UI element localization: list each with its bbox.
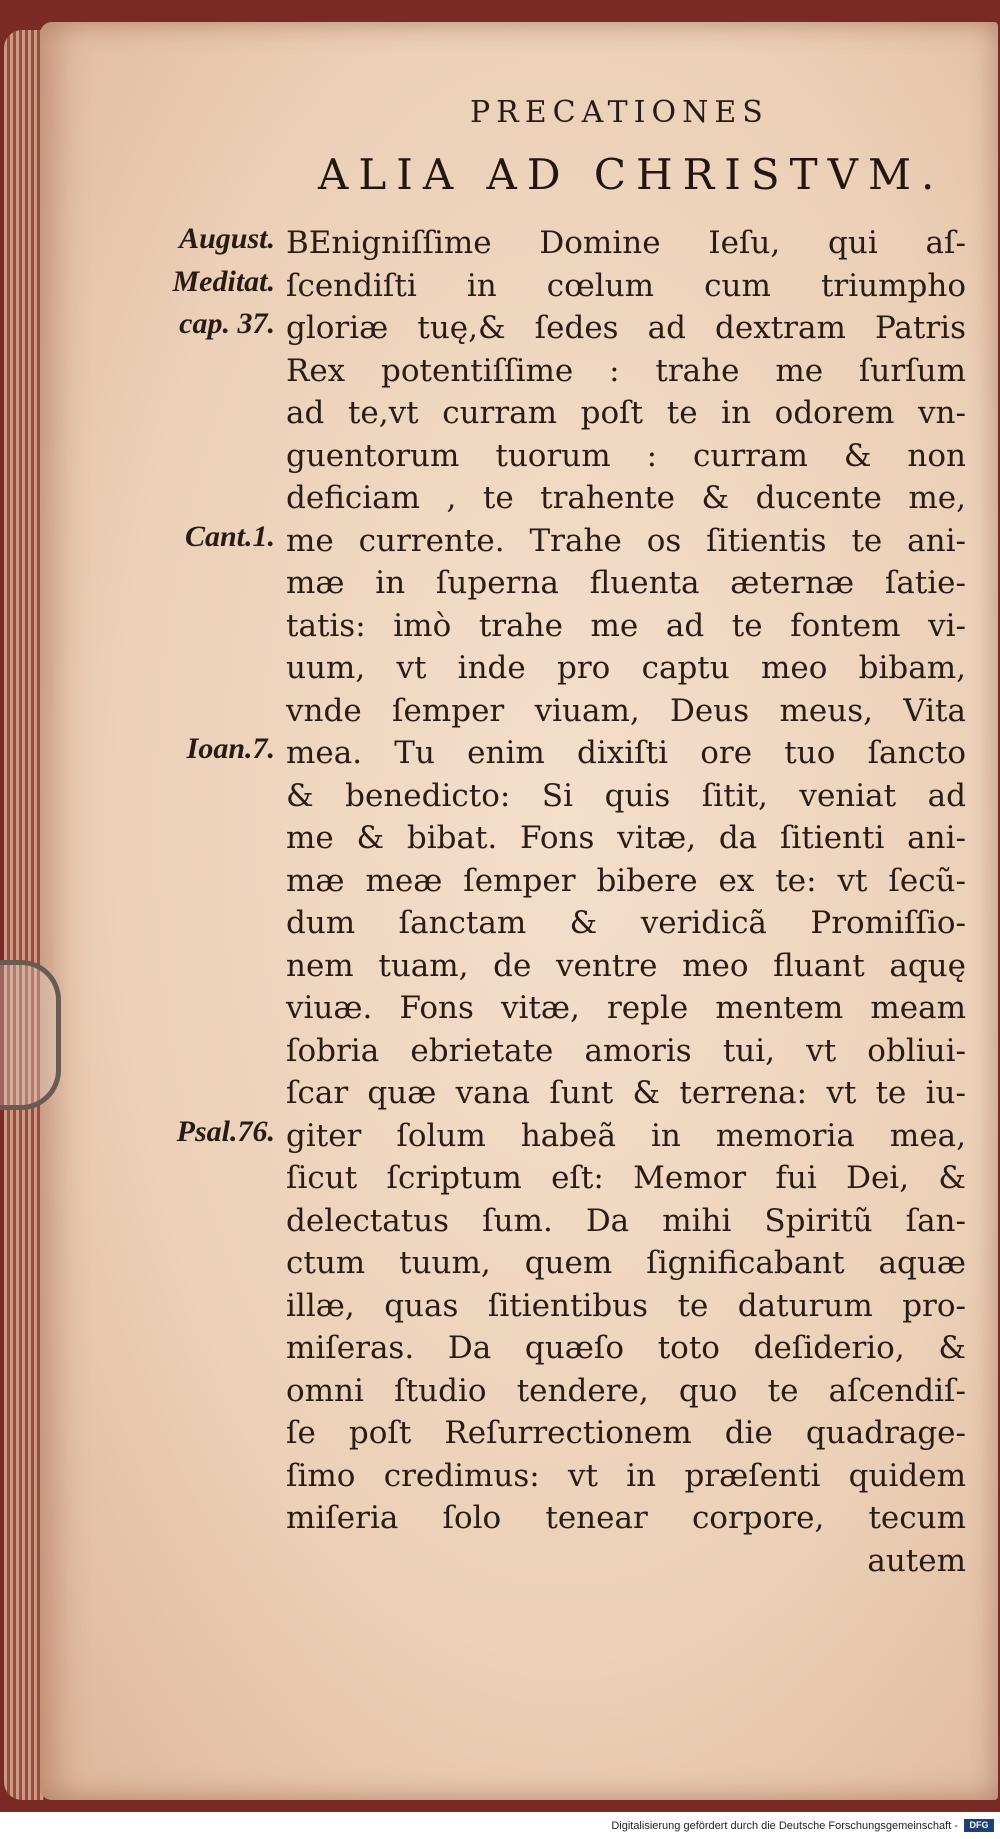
text-line: ſe poſt Reſurrectionem die quadrage- xyxy=(286,1415,966,1451)
text-line: uum, vt inde pro captu meo bibam, xyxy=(286,650,966,686)
digitization-footer xyxy=(0,1812,1000,1839)
book-clasp xyxy=(0,960,61,1110)
text-line: me & bibat. Fons vitæ, da ſitienti ani- xyxy=(286,820,966,856)
margin-note: cap. 37. xyxy=(179,307,275,340)
text-line: guentorum tuorum : curram & non xyxy=(286,437,966,474)
text-line: mea. Tu enim dixiſti ore tuo ſancto xyxy=(286,735,966,771)
body-text xyxy=(286,222,966,1582)
text-line: giter ſolum habeã in memoria mea, xyxy=(286,1117,966,1154)
text-line: & benedicto: Si quis ſitit, veniat ad xyxy=(286,777,966,814)
text-line: illæ, quas ſitientibus te daturum pro- xyxy=(286,1287,966,1324)
text-line: dum ſanctam & veridicã Promiſſio- xyxy=(286,905,966,941)
text-line: delectatus ſum. Da mihi Spiritũ ſan- xyxy=(286,1202,966,1239)
section-title: ALIA AD CHRISTVM. xyxy=(318,150,945,199)
text-line: miſeria ſolo tenear corpore, tecum xyxy=(286,1500,966,1536)
text-line: gloriæ tuę,& ſedes ad dextram Patris xyxy=(286,310,966,346)
text-line: omni ſtudio tendere, quo te aſcendiſ- xyxy=(286,1372,966,1409)
text-line: me currente. Trahe os ſitientis te ani- xyxy=(286,522,966,559)
text-line: BEnigniſſime Domine Ieſu, qui aſ- xyxy=(286,225,966,261)
text-line: mæ in ſuperna fluenta æternæ ſatie- xyxy=(286,565,966,601)
margin-note: Meditat. xyxy=(172,264,275,298)
text-line: ctum tuum, quem ſignificabant aquæ xyxy=(286,1245,966,1281)
dfg-logo: DFG xyxy=(964,1819,994,1832)
text-line: vnde ſemper viuam, Deus meus, Vita xyxy=(286,692,966,729)
text-line: miſeras. Da quæſo toto deſiderio, & xyxy=(286,1330,966,1366)
text-line: ſimo credimus: vt in præſenti quidem xyxy=(286,1457,966,1494)
text-line: deficiam , te trahente & ducente me, xyxy=(286,480,966,516)
text-line: mæ meæ ſemper bibere ex te: vt ſecũ- xyxy=(286,862,966,899)
text-line: nem tuam, de ventre meo fluant aquę xyxy=(286,947,966,984)
text-line: ſcendiſti in cœlum cum triumpho xyxy=(286,267,966,304)
catchword: autem xyxy=(867,1542,966,1579)
text-line: ſobria ebrietate amoris tui, vt obliui- xyxy=(286,1032,966,1069)
text-line: viuæ. Fons vitæ, reple mentem meam xyxy=(286,990,966,1026)
text-line: ad te,vt curram poſt te in odorem vn- xyxy=(286,395,966,431)
page-edges xyxy=(4,30,44,1800)
text-line: tatis: imò trahe me ad te fontem vi- xyxy=(286,607,966,644)
margin-note: August. xyxy=(179,222,275,255)
text-line: ſicut ſcriptum eſt: Memor fui Dei, & xyxy=(286,1160,966,1196)
funding-credit: Digitalisierung gefördert durch die Deutsche Forschungsgemeinschaft - xyxy=(611,1820,958,1832)
text-line: Rex potentiſſime : trahe me ſurſum xyxy=(286,352,966,389)
text-line: ſcar quæ vana ſunt & terrena: vt te iu- xyxy=(286,1075,966,1111)
running-head: PRECATIONES xyxy=(470,95,769,130)
margin-note: Psal.76. xyxy=(176,1114,275,1148)
margin-note: Ioan.7. xyxy=(186,732,275,765)
margin-note: Cant.1. xyxy=(184,519,275,553)
